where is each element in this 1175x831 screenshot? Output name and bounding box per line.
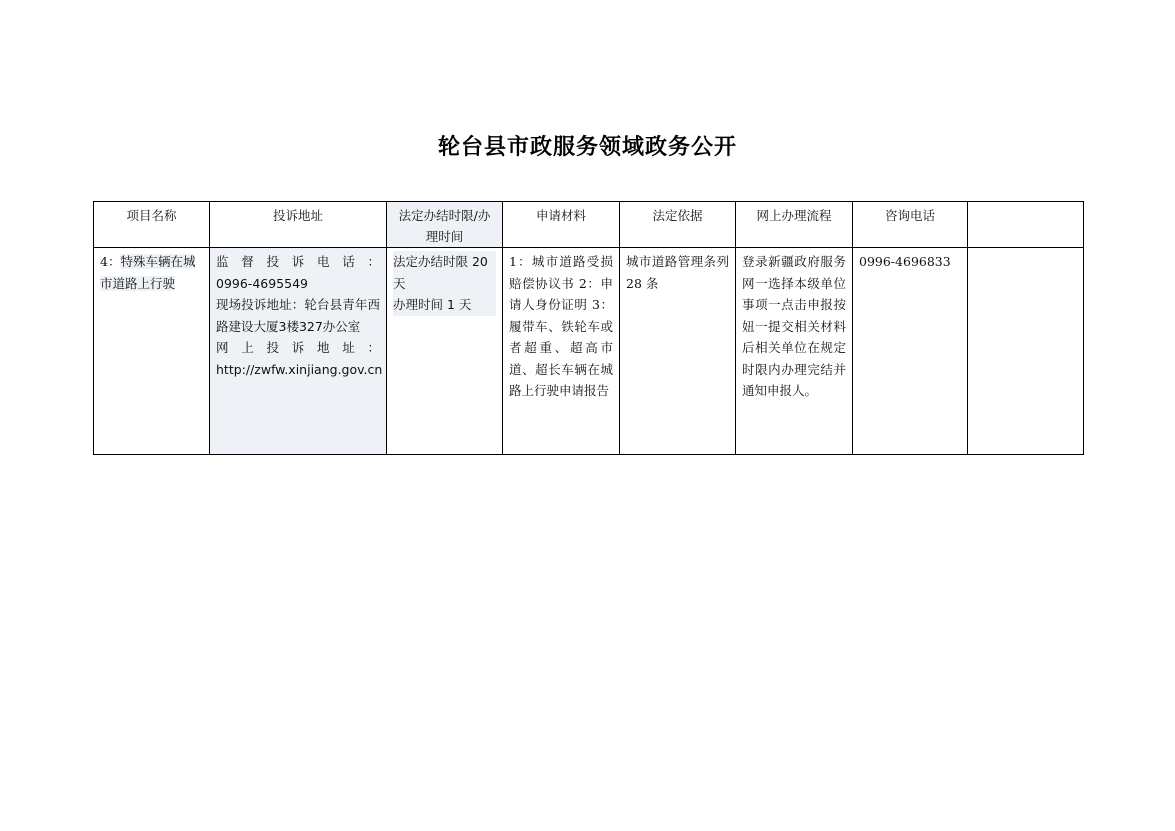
cell-item-name bbox=[94, 248, 210, 455]
online-url: http://zwfw.xinjiang.gov.cn bbox=[216, 361, 383, 377]
cell-online-process: 登录新疆政府服务网一选择本级单位事项一点击申报按妞一提交相关材料后相关单位在规定时限内办理完结并通知申报人。 bbox=[736, 248, 853, 455]
page-title: 轮台县市政服务领域政务公开 bbox=[437, 135, 737, 160]
item-number: 4： bbox=[100, 254, 121, 269]
supervise-phone: 0996-4695549 bbox=[216, 275, 308, 291]
cell-time-limit bbox=[387, 248, 503, 455]
onsite-address: 现场投诉地址：轮台县青年西路建设大厦3楼327办公室 bbox=[216, 297, 380, 334]
header-extra bbox=[968, 202, 1084, 248]
header-legal-basis: 法定依据 bbox=[620, 202, 736, 248]
header-online-process: 网上办理流程 bbox=[736, 202, 853, 248]
time-limit-statutory: 法定办结时限 20天 bbox=[393, 251, 496, 294]
cell-legal-basis: 城市道路管理条列 28 条 bbox=[620, 248, 736, 455]
item-name-text: 特殊车辆在城市道路上行驶 bbox=[100, 254, 196, 291]
info-table bbox=[93, 201, 1084, 455]
cell-complaint-address bbox=[210, 248, 387, 455]
cell-consult-phone: 0996-4696833 bbox=[853, 248, 968, 455]
supervise-phone-label: 监督投诉电话： bbox=[216, 254, 380, 269]
header-materials: 申请材料 bbox=[503, 202, 620, 248]
header-item-name: 项目名称 bbox=[94, 202, 210, 248]
cell-extra bbox=[968, 248, 1084, 455]
table-row bbox=[94, 248, 1084, 455]
cell-materials: 1：城市道路受损赔偿协议书 2：申请人身份证明 3：履带车、铁轮车或者超重、超高市道、超长车辆在城路上行驶申请报告 bbox=[503, 248, 620, 455]
time-limit-processing: 办理时间 1 天 bbox=[393, 294, 496, 316]
header-complaint-address: 投诉地址 bbox=[210, 202, 387, 248]
online-address-label: 网上投诉地址： bbox=[216, 340, 380, 355]
header-consult-phone: 咨询电话 bbox=[853, 202, 968, 248]
table-header-row bbox=[94, 202, 1084, 248]
header-time-limit: 法定办结时限/办理时间 bbox=[387, 202, 503, 248]
